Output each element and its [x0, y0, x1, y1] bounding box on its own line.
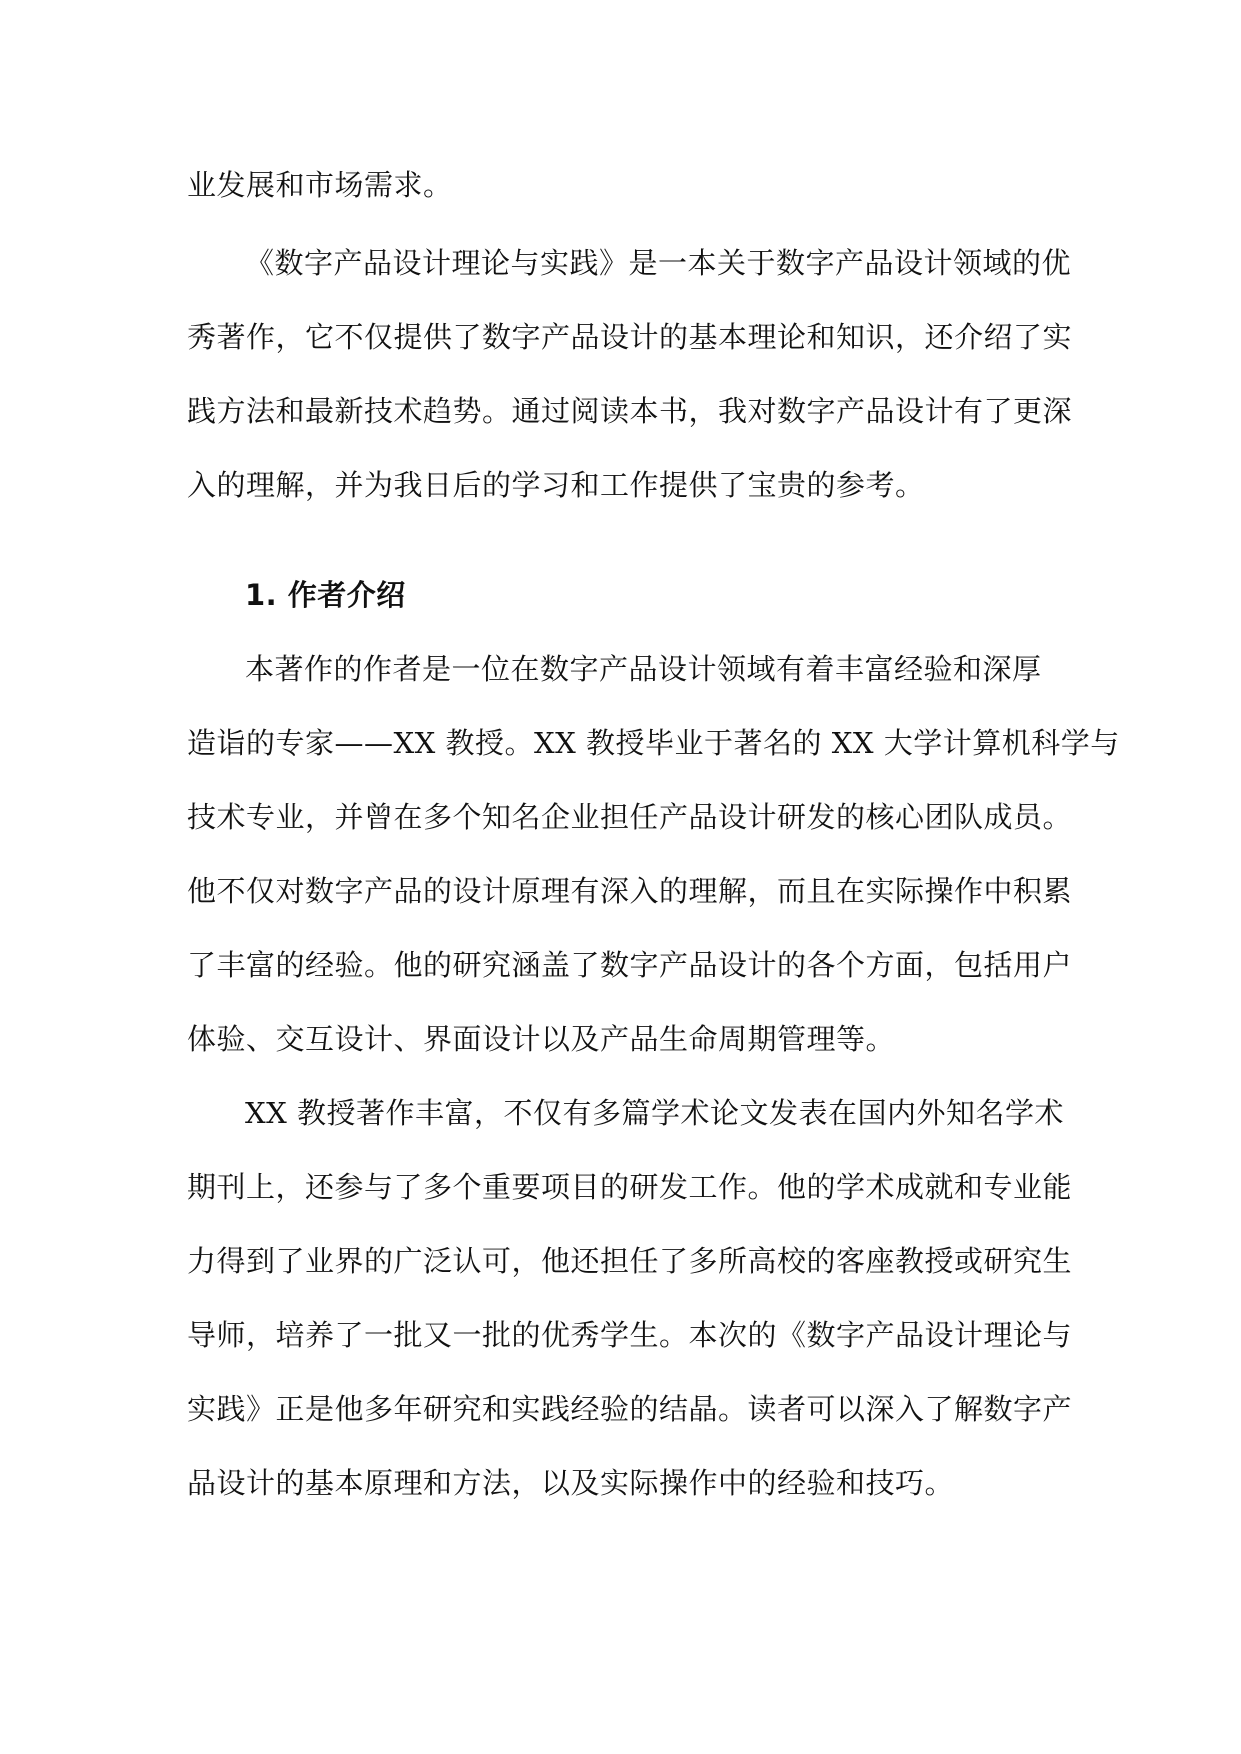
paragraph-line: 技术专业，并曾在多个知名企业担任产品设计研发的核心团队成员。: [187, 800, 1073, 834]
paragraph-line: 了丰富的经验。他的研究涵盖了数字产品设计的各个方面，包括用户: [187, 948, 1073, 982]
paragraph-book: [187, 226, 1073, 522]
paragraph-author-2: [187, 1076, 1073, 1520]
paragraph-line: 他不仅对数字产品的设计原理有深入的理解，而且在实际操作中积累: [187, 874, 1073, 908]
paragraph-line: 品设计的基本原理和方法，以及实际操作中的经验和技巧。: [187, 1466, 955, 1500]
section-heading: 1. 作者介绍: [245, 578, 406, 612]
paragraph-line: 期刊上，还参与了多个重要项目的研发工作。他的学术成就和专业能: [187, 1170, 1073, 1204]
paragraph-line: 体验、交互设计、界面设计以及产品生命周期管理等。: [187, 1022, 896, 1056]
paragraph-line: 力得到了业界的广泛认可，他还担任了多所高校的客座教授或研究生: [187, 1244, 1073, 1278]
document-body: [187, 148, 1120, 1520]
paragraph-line: 践方法和最新技术趋势。通过阅读本书，我对数字产品设计有了更深: [187, 394, 1073, 428]
paragraph-line: 《数字产品设计理论与实践》是一本关于数字产品设计领域的优: [245, 246, 1072, 280]
paragraph-line: 造诣的专家——XX 教授。XX 教授毕业于著名的 XX 大学计算机科学与: [187, 726, 1120, 760]
paragraph-line: 业发展和市场需求。: [187, 168, 453, 202]
paragraph-line: XX 教授著作丰富，不仅有多篇学术论文发表在国内外知名学术: [245, 1096, 1065, 1130]
section-heading-author: [187, 558, 1055, 632]
paragraph-line: 实践》正是他多年研究和实践经验的结晶。读者可以深入了解数字产: [187, 1392, 1073, 1426]
paragraph-intro-end: [187, 148, 1055, 222]
paragraph-line: 入的理解，并为我日后的学习和工作提供了宝贵的参考。: [187, 468, 925, 502]
paragraph-line: 本著作的作者是一位在数字产品设计领域有着丰富经验和深厚: [245, 652, 1042, 686]
paragraph-line: 导师，培养了一批又一批的优秀学生。本次的《数字产品设计理论与: [187, 1318, 1073, 1352]
paragraph-author-1: [187, 632, 1120, 1076]
paragraph-line: 秀著作，它不仅提供了数字产品设计的基本理论和知识，还介绍了实: [187, 320, 1073, 354]
